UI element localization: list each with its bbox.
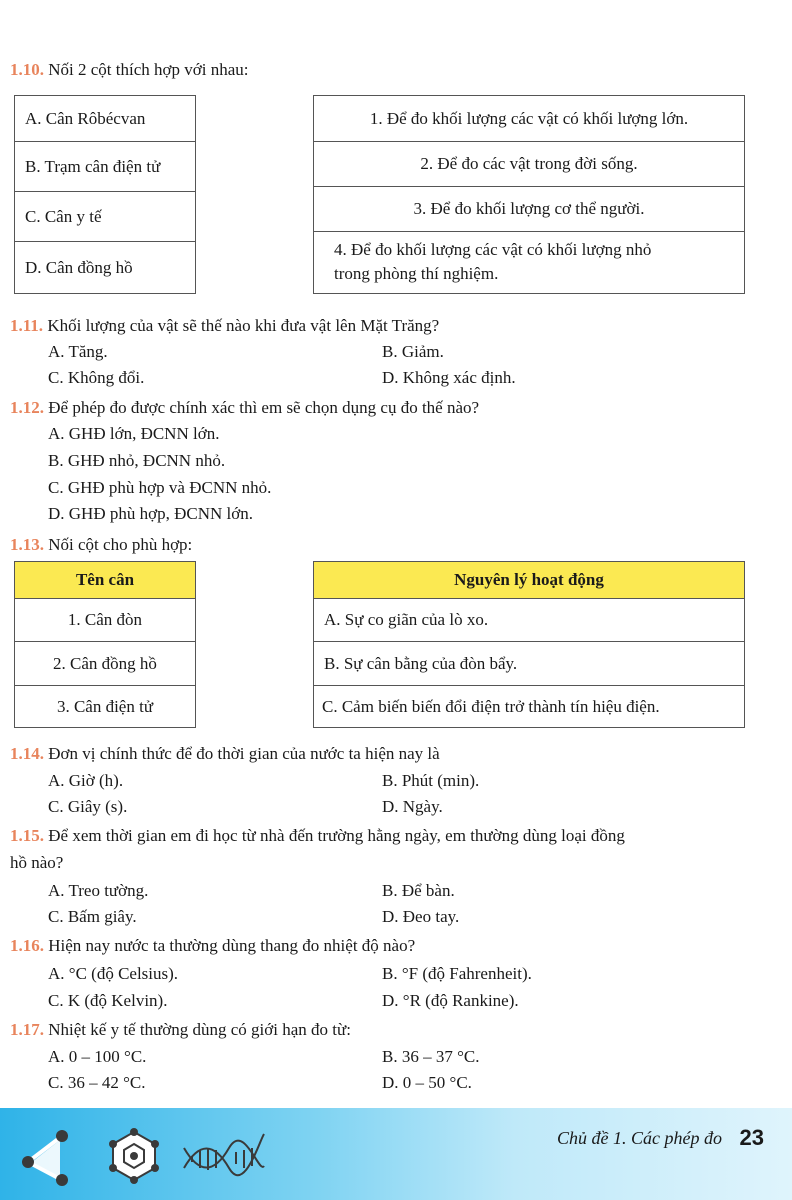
table-cell [314,232,744,293]
question-number: 1.12. [10,398,44,417]
principle-table [313,561,745,728]
option-c: C. GHĐ phù hợp và ĐCNN nhỏ. [48,478,272,497]
option-b: B. GHĐ nhỏ, ĐCNN nhỏ. [48,451,226,470]
option-c: C. 36 – 42 °C. [48,1073,146,1092]
option-d: D. 0 – 50 °C. [382,1073,472,1092]
question-1-12 [10,398,479,418]
table-cell: D. Cân đồng hồ [25,257,133,277]
question-text: Nối cột cho phù hợp: [48,535,193,554]
question-number: 1.10. [10,60,44,79]
question-number: 1.13. [10,535,44,554]
option-c: C. Bấm giây. [48,907,137,926]
cell-line: 4. Để đo khối lượng các vật có khối lượng nhỏ [334,240,652,259]
option-a: A. 0 – 100 °C. [48,1047,147,1066]
dna-icon [184,1134,264,1175]
page-number: 23 [739,1125,764,1150]
page-footer [0,1108,792,1200]
question-number: 1.15. [10,826,44,845]
option-b: B. Để bàn. [382,881,455,900]
option-a: A. Tăng. [48,342,108,361]
table-cell: A. Sự co giãn của lò xo. [314,599,744,642]
question-text: Nối 2 cột thích hợp với nhau: [48,60,249,79]
table-cell: B. Trạm cân điện tử [15,142,195,192]
question-1-11 [10,316,439,336]
question-1-15 [10,826,625,846]
scale-name-table [14,561,196,728]
science-decoration-icon [14,1122,274,1186]
table-header: Tên cân [15,562,195,599]
question-number: 1.14. [10,744,44,763]
option-b: B. Giảm. [382,342,444,361]
question-1-16 [10,936,415,956]
table-cell: 1. Cân đòn [15,599,195,642]
option-b: B. °F (độ Fahrenheit). [382,964,532,983]
question-1-13 [10,535,192,555]
question-1-17 [10,1020,351,1040]
question-text: Nhiệt kế y tế thường dùng có giới hạn đo từ: [48,1020,351,1039]
question-text: Hiện nay nước ta thường dùng thang đo nhiệt độ nào? [48,936,416,955]
question-text: Khối lượng của vật sẽ thế nào khi đưa vật lên Mặt Trăng? [47,316,440,335]
left-column-table [14,95,196,294]
table-cell: 3. Để đo khối lượng cơ thể người. [314,187,744,232]
question-1-14 [10,744,440,764]
question-text: Để phép đo được chính xác thì em sẽ chọn dụng cụ đo thế nào? [48,398,480,417]
table-cell: A. Cân Rôbécvan [15,96,195,142]
question-number: 1.11. [10,316,44,335]
option-a: A. Giờ (h). [48,771,124,790]
option-a: A. °C (độ Celsius). [48,964,179,983]
question-text-continued: hồ nào? [10,853,64,872]
option-d: D. Đeo tay. [382,907,460,926]
hexagon-molecule-icon [109,1128,159,1184]
option-c: C. Giây (s). [48,797,128,816]
option-b: B. 36 – 37 °C. [382,1047,480,1066]
table-cell: B. Sự cân bằng của đòn bẩy. [314,642,744,686]
option-c: C. K (độ Kelvin). [48,991,168,1010]
option-b: B. Phút (min). [382,771,480,790]
table-header: Nguyên lý hoạt động [314,562,744,599]
question-number: 1.17. [10,1020,44,1039]
option-c: C. Không đổi. [48,368,145,387]
chapter-title: Chủ đề 1. Các phép đo [557,1128,722,1148]
table-cell: C. Cảm biến biến đổi điện trở thành tín hiệu điện. [322,696,660,716]
table-cell: 2. Để đo các vật trong đời sống. [314,142,744,187]
table-cell: 3. Cân điện tử [56,696,154,716]
question-text: Đơn vị chính thức để đo thời gian của nước ta hiện nay là [48,744,440,763]
option-a: A. GHĐ lớn, ĐCNN lớn. [48,424,220,443]
molecule-icon [22,1130,68,1186]
option-d: D. Ngày. [382,797,443,816]
option-d: D. Không xác định. [382,368,516,387]
question-1-10 [10,60,248,80]
table-cell: 1. Để đo khối lượng các vật có khối lượng lớn. [314,96,744,142]
option-d: D. GHĐ phù hợp, ĐCNN lớn. [48,504,253,523]
option-d: D. °R (độ Rankine). [382,991,519,1010]
table-cell: 2. Cân đồng hồ [15,642,195,686]
table-cell: C. Cân y tế [15,192,195,242]
question-text: Để xem thời gian em đi học từ nhà đến trường hằng ngày, em thường dùng loại đồng [48,826,625,845]
cell-line: trong phòng thí nghiệm. [334,264,499,283]
question-number: 1.16. [10,936,44,955]
option-a: A. Treo tường. [48,881,149,900]
right-column-table [313,95,745,294]
